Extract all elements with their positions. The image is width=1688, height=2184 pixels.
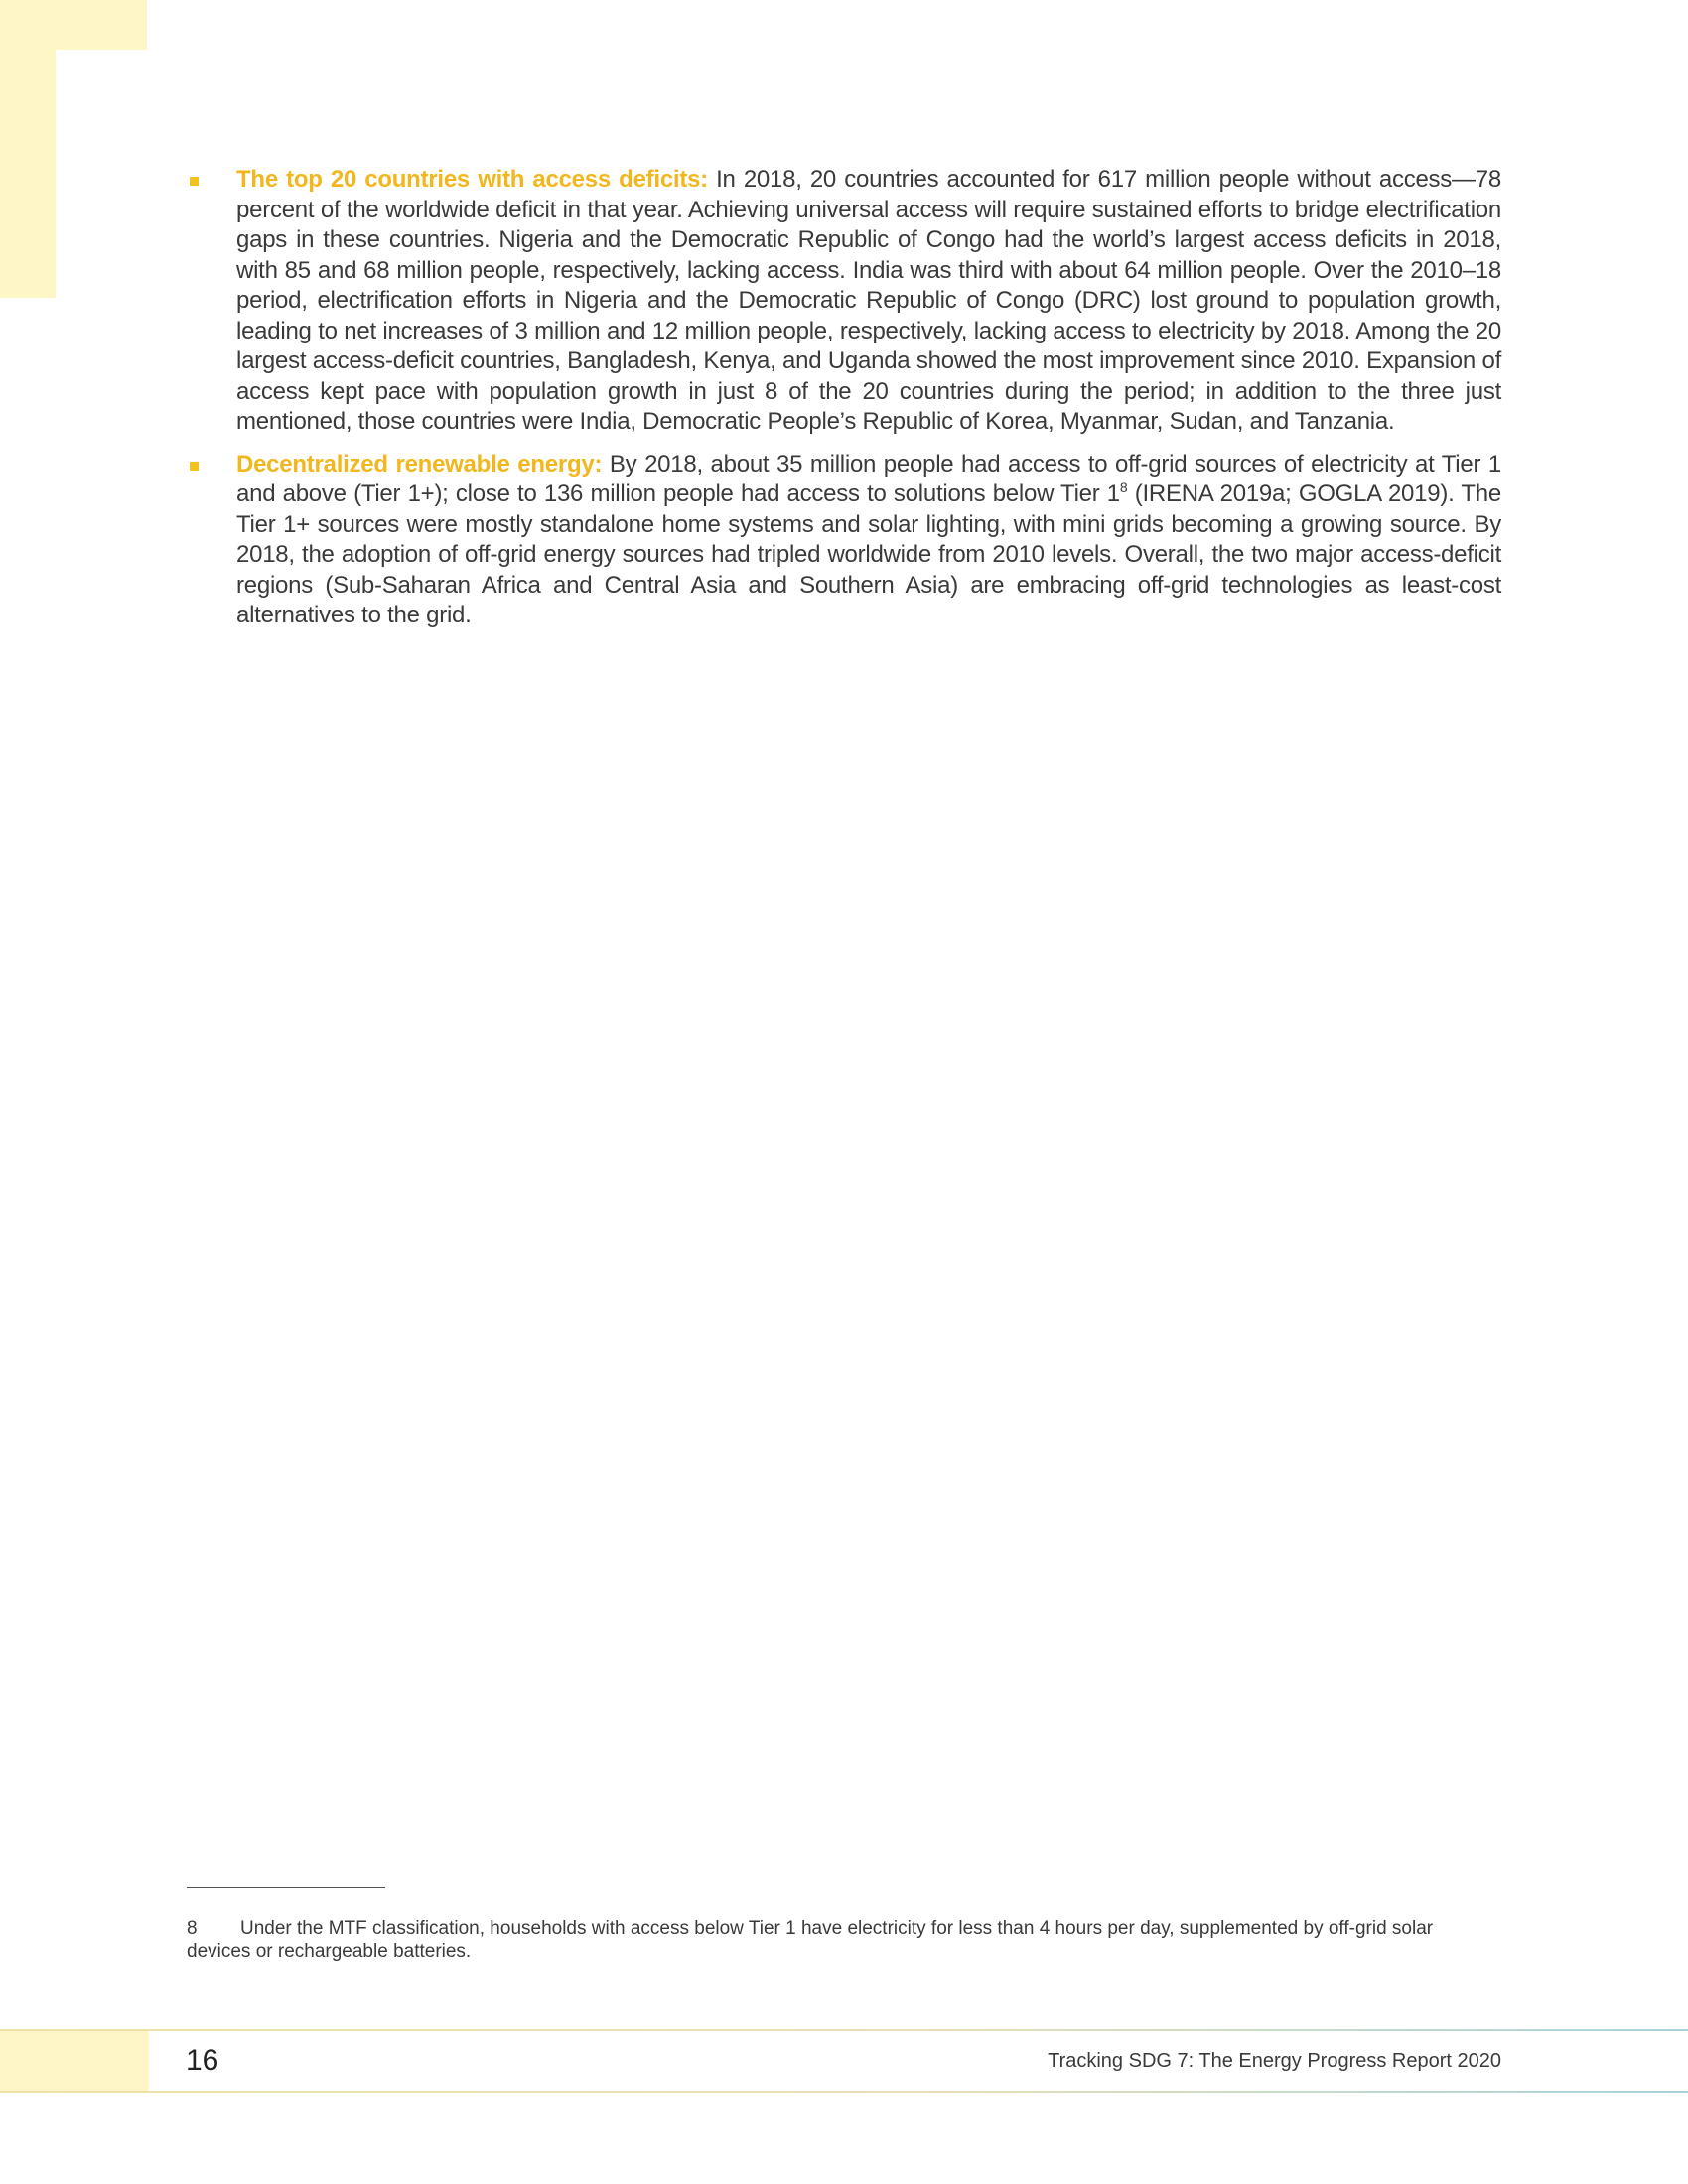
square-bullet-icon [190, 177, 199, 186]
bullet-lead-heading: The top 20 countries with access deficits: [236, 166, 708, 193]
footnote [187, 1917, 1501, 1963]
bullet-body-text-continued: (IRENA 2019a; GOGLA 2019). The Tier 1+ sources were mostly standalone home systems and solar lighting, with mini grids becoming a growing source. By 2018, the adoption of off-grid energy sources had tripled worldwide from 2010 levels. Overall, the two major access-deficit regions (Sub-Saharan Africa and Central Asia and Southern Asia) are embracing off-grid technologies as least-cost alternatives to the grid. [236, 480, 1501, 628]
square-bullet-icon [190, 462, 199, 471]
footnote-separator [187, 1887, 385, 1888]
bullet-list [187, 165, 1501, 643]
bullet-body-text: By 2018, about 35 million people had access to off-grid sources of electricity at Tier 1 and above (Tier 1+); close to 136 million people had access to solutions below Tier 1 [236, 450, 1501, 507]
page-number: 16 [186, 2044, 219, 2077]
bullet-paragraph [236, 450, 1501, 631]
footer-bottom-rule [0, 2091, 1688, 2093]
footnote-text: Under the MTF classification, households with access below Tier 1 have electricity for less than 4 hours per day, supplemented by off-grid solar devices or rechargeable batteries. [187, 1918, 1434, 1962]
bullet-item-top-20-countries [187, 165, 1501, 438]
running-title: Tracking SDG 7: The Energy Progress Report 2020 [1048, 2050, 1501, 2072]
footer-top-rule [0, 2029, 1688, 2031]
footnote-number: 8 [187, 1918, 198, 1939]
bullet-body-text: In 2018, 20 countries accounted for 617 million people without access—78 percent of the worldwide deficit in that year. Achieving universal access will require sustained efforts to bridge electrification gaps in these countries. Nigeria and the Democratic Republic of Congo had the world’s largest access deficits in 2018, with 85 and 68 million people, respectively, lacking access. India was third with about 64 million people. Over the 2010–18 period, electrification efforts in Nigeria and the Democratic Republic of Congo (DRC) lost ground to population growth, leading to net increases of 3 million and 12 million people, respectively, lacking access to electricity by 2018. Among the 20 largest access-deficit countries, Bangladesh, Kenya, and Uganda showed the most improvement since 2010. Expansion of access kept pace with population growth in just 8 of the 20 countries during the period; in addition to the three just mentioned, those countries were India, Democratic People’s Republic of Korea, Myanmar, Sudan, and Tanzania. [236, 166, 1502, 435]
bullet-paragraph [236, 165, 1501, 438]
footnote-reference[interactable]: 8 [1119, 479, 1128, 495]
bullet-item-decentralized-renewable [187, 450, 1501, 631]
footer-decorative-block [0, 2031, 149, 2091]
bullet-lead-heading: Decentralized renewable energy: [236, 450, 603, 478]
decorative-side-band [0, 0, 56, 298]
